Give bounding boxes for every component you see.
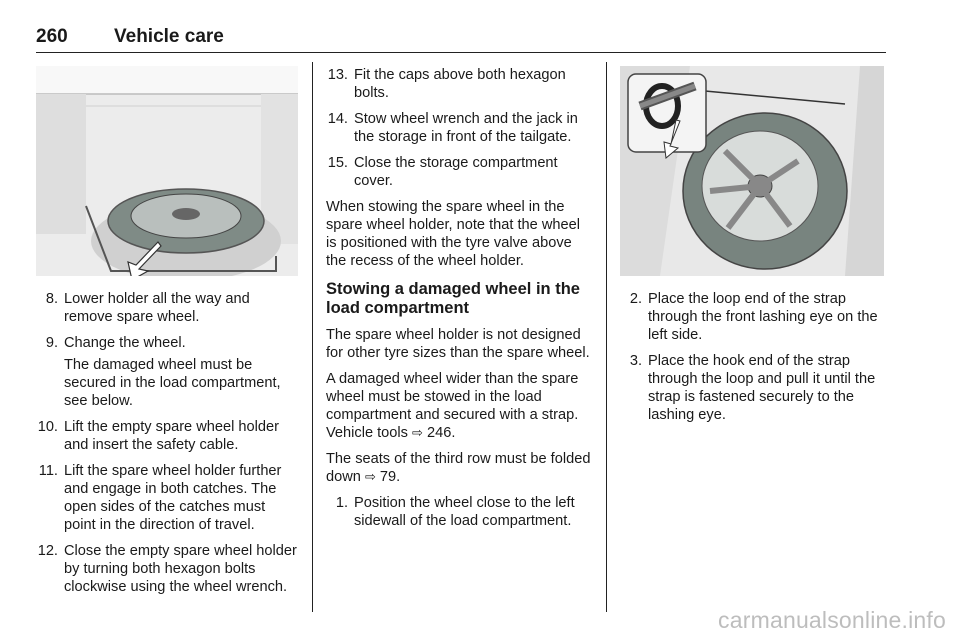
- paragraph: A damaged wheel wider than the spare wheel must be stowed in the load compartment and secured with a strap. Vehicle tools ⇨ 246.: [326, 371, 579, 441]
- page-header: [36, 24, 886, 53]
- chapter-title: Vehicle care: [114, 26, 224, 47]
- column-middle: [326, 66, 594, 538]
- step-list: [36, 290, 300, 596]
- damaged-wheel-strap-illustration: [620, 66, 884, 276]
- column-divider: [606, 62, 607, 612]
- page-ref[interactable]: 246.: [426, 425, 456, 441]
- page-ref-arrow-icon: ⇨: [364, 469, 376, 484]
- step-list: [326, 66, 594, 190]
- list-item: 14. Stow wheel wrench and the jack in the storage in front of the tailgate.: [327, 111, 578, 145]
- paragraph: The seats of the third row must be folded down ⇨ 79.: [326, 451, 591, 485]
- page-ref[interactable]: 79.: [379, 469, 401, 485]
- paragraph: The spare wheel holder is not designed for other tyre sizes than the spare wheel.: [326, 327, 590, 361]
- list-item: 1. Position the wheel close to the left sidewall of the load compartment.: [335, 495, 575, 529]
- page-number: 260: [36, 26, 68, 47]
- list-item: 15. Close the storage compartment cover.: [327, 155, 558, 189]
- spare-wheel-holder-illustration: [36, 66, 298, 276]
- list-item: 10. Lift the empty spare wheel holder and insert the safety cable.: [37, 419, 279, 453]
- step-list: [620, 290, 886, 424]
- column-divider: [312, 62, 313, 612]
- list-item: 2. Place the loop end of the strap through the front lashing eye on the left side.: [629, 291, 878, 343]
- section-heading: Stowing a damaged wheel in the load compartment: [326, 280, 580, 317]
- paragraph: When stowing the spare wheel in the spare wheel holder, note that the wheel is positioned with the tyre valve above the recess of the wheel holder.: [326, 199, 580, 269]
- watermark: carmanualsonline.info: [718, 607, 946, 633]
- step-list: [326, 494, 594, 530]
- column-right: [620, 66, 886, 432]
- list-item: 11. Lift the spare wheel holder further and engage in both catches. The open sides of the catches must point in the direction of travel.: [38, 463, 282, 533]
- page-ref-arrow-icon: ⇨: [412, 425, 423, 440]
- list-item: 3. Place the hook end of the strap through the loop and pull it until the strap is fastened securely to the lashing eye.: [629, 353, 876, 423]
- list-item: 13. Fit the caps above both hexagon bolts.: [327, 67, 566, 101]
- list-item: 8. Lower holder all the way and remove spare wheel.: [45, 291, 250, 325]
- list-item: 9. Change the wheel. The damaged wheel must be secured in the load compartment, see below.: [45, 335, 281, 409]
- list-item: 12. Close the empty spare wheel holder by turning both hexagon bolts clockwise using the wheel wrench.: [37, 543, 297, 595]
- column-left: [36, 66, 300, 604]
